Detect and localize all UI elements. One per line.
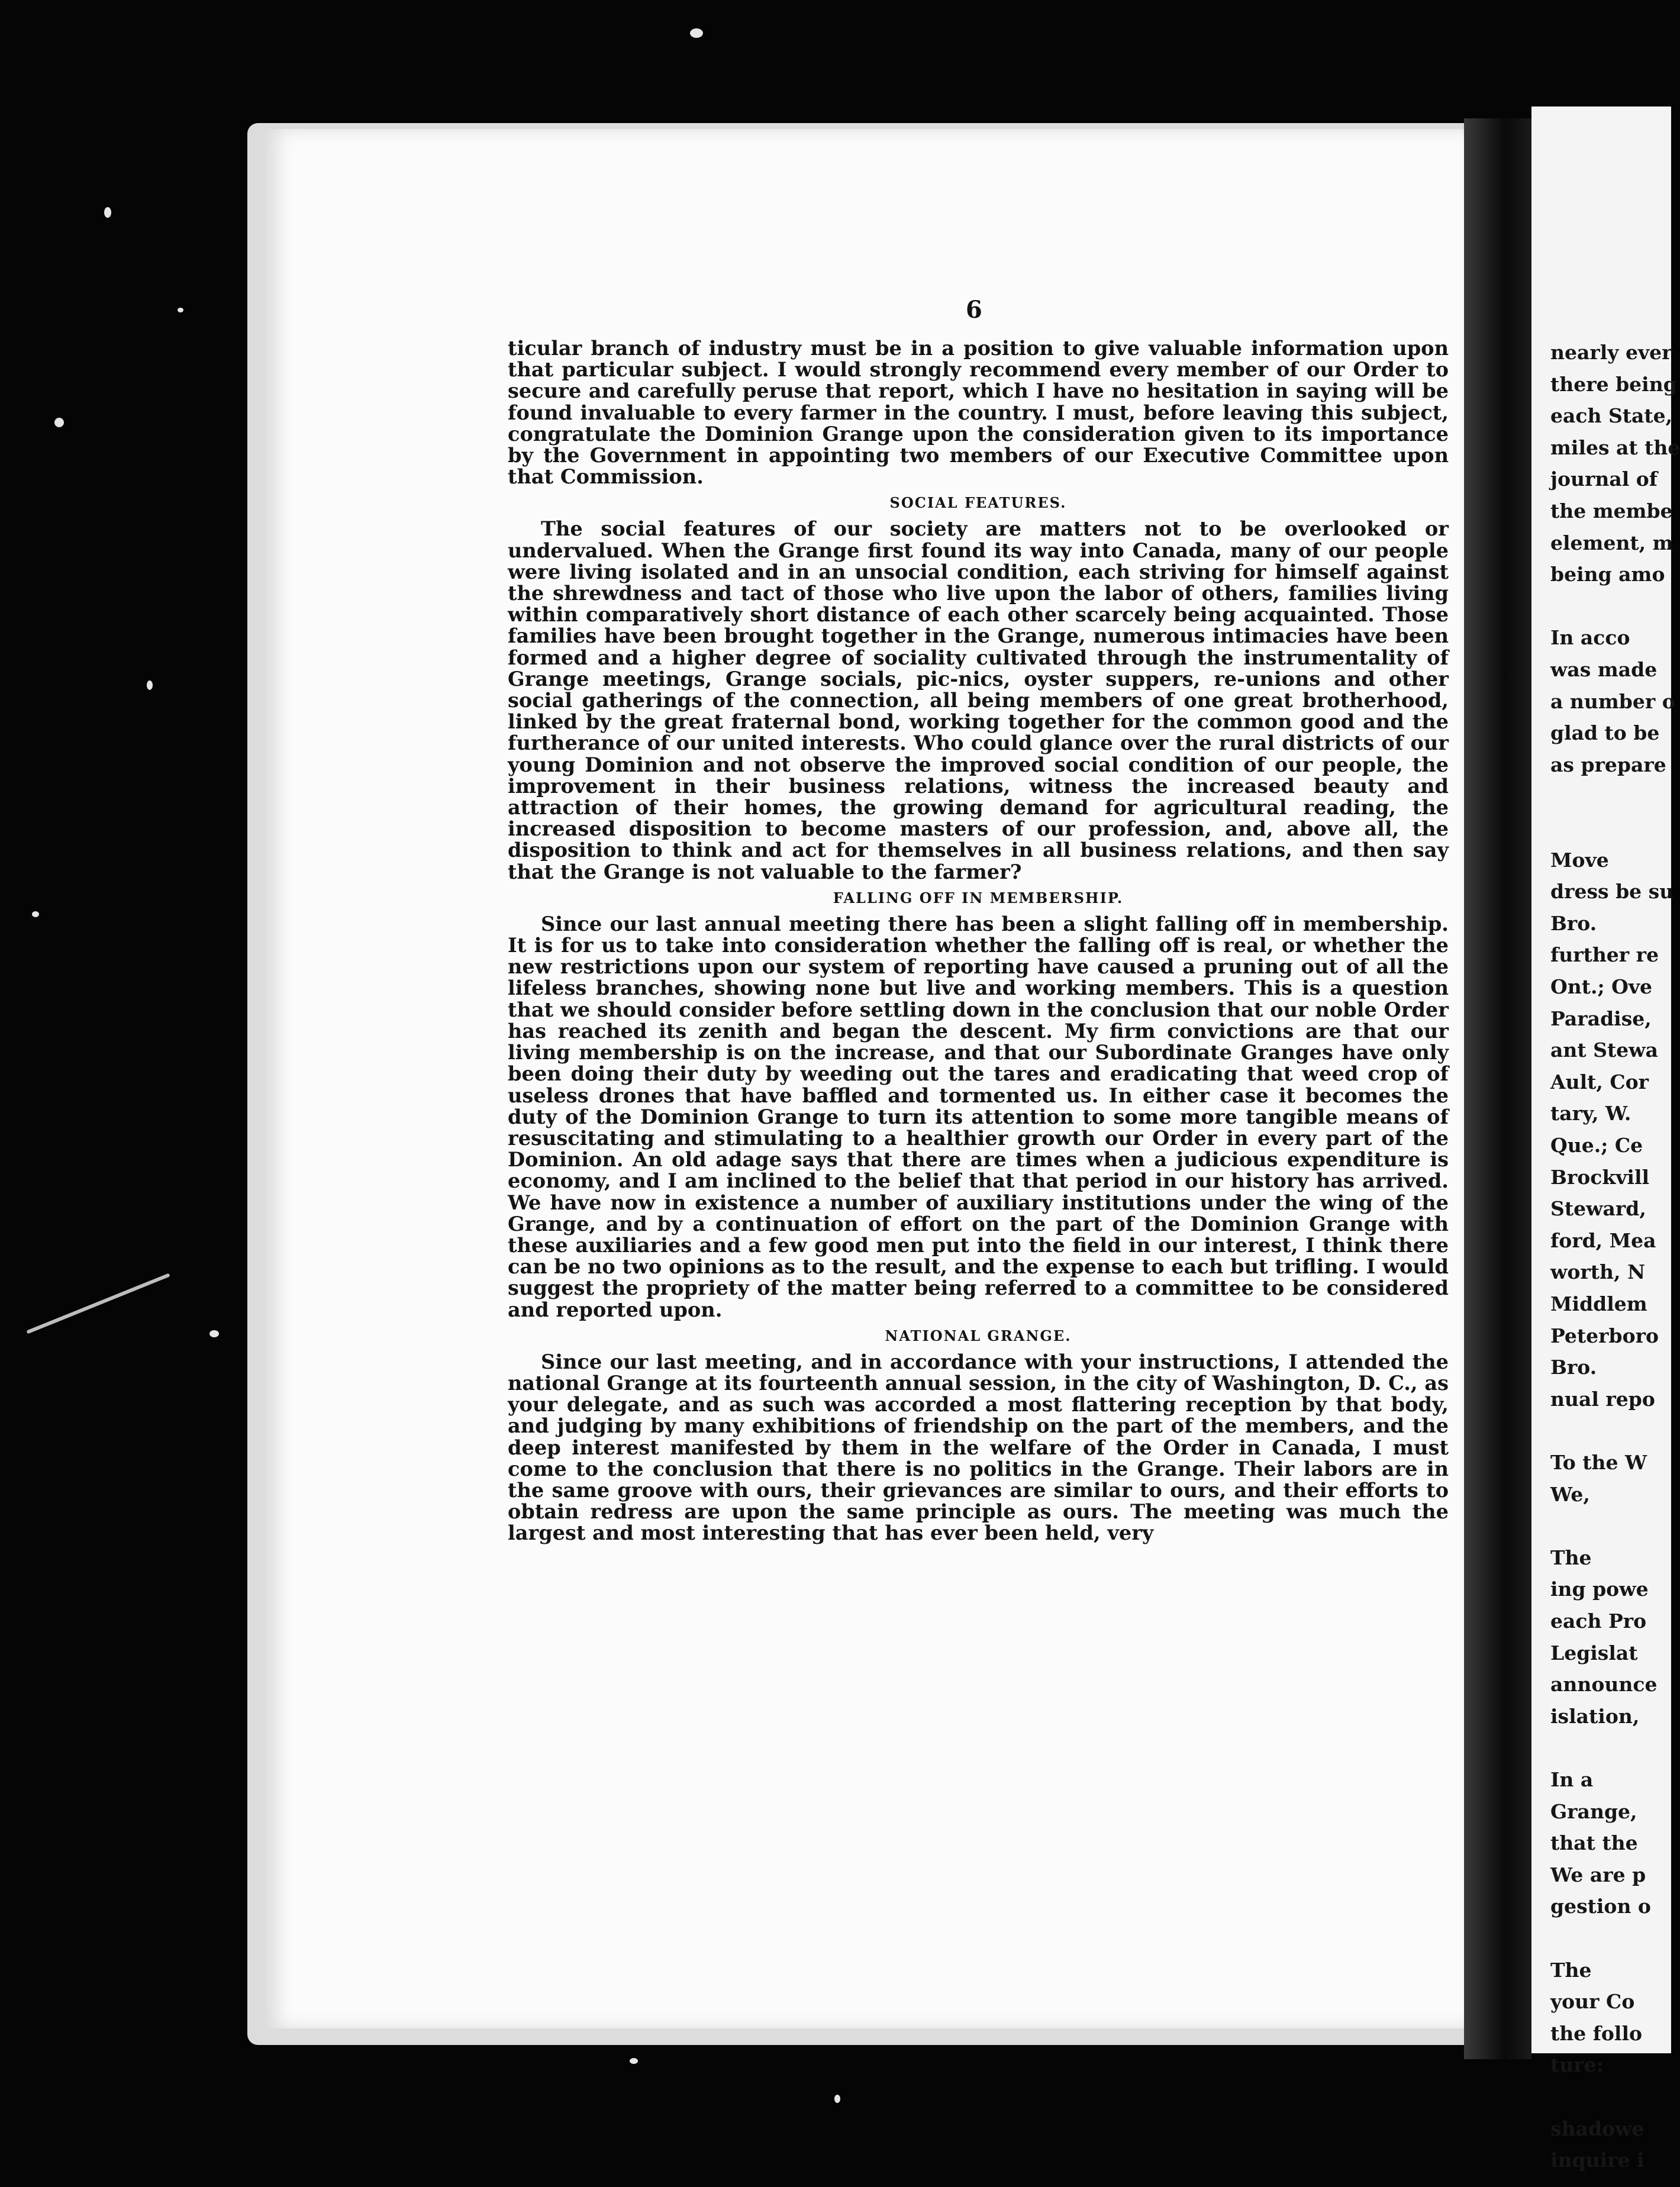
adjacent-page-line: Ault, Cor — [1550, 1070, 1649, 1094]
adjacent-page-line: being amo — [1550, 563, 1665, 586]
adjacent-page-line: was made — [1550, 658, 1658, 681]
adjacent-page-line: the follo — [1550, 2021, 1643, 2045]
adjacent-page-line: In a — [1550, 1768, 1594, 1791]
adjacent-page-line: Brockvill — [1550, 1165, 1650, 1189]
adjacent-page-line: your Co — [1550, 1990, 1635, 2014]
adjacent-page-line: ford, Mea — [1550, 1228, 1656, 1252]
adjacent-page-line: a number o — [1550, 689, 1675, 713]
adjacent-page-line: We, — [1550, 1482, 1590, 1506]
dust-speck — [834, 2095, 840, 2103]
adjacent-page-line: announce — [1550, 1673, 1658, 1696]
book-gutter — [1464, 118, 1531, 2059]
adjacent-page-line: ing powe — [1550, 1578, 1649, 1601]
adjacent-page-line: Bro. — [1550, 911, 1597, 935]
adjacent-page-line: shadowe — [1550, 2117, 1644, 2140]
adjacent-page-line: glad to be — [1550, 721, 1660, 745]
adjacent-page-line: Bro. — [1550, 1356, 1597, 1379]
dust-speck — [209, 1330, 219, 1337]
dust-speck — [26, 1273, 170, 1334]
dust-speck — [32, 911, 39, 917]
adjacent-page-line: that the — [1550, 1831, 1638, 1855]
adjacent-page-line: the membe — [1550, 499, 1673, 522]
dust-speck — [178, 308, 183, 312]
adjacent-page-line: gestion o — [1550, 1895, 1651, 1918]
adjacent-page-line: The — [1550, 1958, 1592, 1982]
adjacent-page-line: miles at the — [1550, 436, 1680, 459]
adjacent-page-line: there being — [1550, 372, 1677, 396]
adjacent-page-line: nearly ever — [1550, 341, 1672, 364]
adjacent-page-line: Que.; Ce — [1550, 1134, 1643, 1157]
adjacent-page-line: Steward, — [1550, 1197, 1646, 1221]
adjacent-page — [1531, 107, 1680, 2172]
adjacent-page-line: journal of — [1550, 467, 1658, 491]
adjacent-page-line: Move — [1550, 848, 1609, 872]
adjacent-page-line: Paradise, — [1550, 1007, 1652, 1030]
adjacent-page-line: ture: — [1550, 2053, 1604, 2077]
adjacent-page-line: each Pro — [1550, 1609, 1647, 1633]
adjacent-page-line: further re — [1550, 943, 1659, 967]
adjacent-page-line: We are p — [1550, 1863, 1646, 1886]
section-heading: SOCIAL FEATURES. — [889, 494, 1067, 512]
adjacent-page-line: islation, — [1550, 1704, 1640, 1728]
section-heading: NATIONAL GRANGE. — [885, 1327, 1072, 1344]
adjacent-page-line: tary, W. — [1550, 1102, 1631, 1125]
dust-speck — [630, 2058, 638, 2064]
page-number: 6 — [966, 296, 982, 324]
adjacent-page-line: element, m — [1550, 531, 1673, 554]
adjacent-page-line: Ont.; Ove — [1550, 975, 1653, 998]
body-paragraph: Since our last annual meeting there has been a slight falling off in membership. It is for us to take into consideration whether the falling off is real, or whether the new restrictions upon our system of reporting have caused a pruning out of all the lifeless branches, showing none but live and working members. This is a question that we should consider before settling down in the conclusion that our noble Order has reached its zenith and began the descent. My firm convictions are that our living membership is on the increase, and that our Subordinate Granges have only been doing their duty by weeding out the tares and eradicating that weed crop of useless drones that have baffled and tormented us. In either case it becomes the duty of the Dominion Grange to turn its attention to some more tangible means of resuscitating and stimulating to a healthier growth our Order in every part of the Dominion. An old adage says that there are times when a judicious expenditure is economy, and I am inclined to the belief that that period in our history has arrived. We have now in existence a number of auxiliary institutions under the wing of the Grange, and by a continuation of effort on the part of the Dominion Grange with these auxiliaries and a few good men put into the field in our interest, I think there can be no two opinions as to the result, and the expense to each but trifling. I would suggest the propriety of the matter being referred to a committee to be considered and reported upon. — [508, 911, 1449, 1321]
adjacent-page-line: inquire i — [1550, 2149, 1644, 2172]
adjacent-page-line: To the W — [1550, 1451, 1647, 1474]
body-paragraph: The social features of our society are matters not to be overlooked or undervalued. When the Grange first found its way into Canada, many of our people were living isolated and in an unsocial condition, each striving for himself against the shrewdness and tact of those who live upon the labor of others, families living within comparatively short distance of each other scarcely being acquainted. Those families have been brought together in the Grange, numerous intimacies have been formed and a higher degree of sociality cultivated through the instrumentality of Grange meetings, Grange socials, pic-nics, oyster suppers, re-unions and other social gatherings of the connection, all being members of one great brotherhood, linked by the great fraternal bond, working together for the common good and the furtherance of our united interests. Who could glance over the rural districts of our young Dominion and not observe the improved social condition of our people, the improvement in their business relations, witness the increased beauty and attraction of their homes, the growing demand for agricultural reading, the increased disposition to become masters of our profession, and, above all, the disposition to think and act for themselves in all business relations, and then say that the Grange is not valuable to the farmer? — [508, 517, 1449, 883]
adjacent-page-line: worth, N — [1550, 1260, 1646, 1284]
dust-speck — [54, 418, 64, 427]
adjacent-page-line: dress be su — [1550, 880, 1674, 904]
dust-speck — [104, 207, 111, 218]
section-heading: FALLING OFF IN MEMBERSHIP. — [833, 889, 1124, 907]
adjacent-page-line: nual repo — [1550, 1387, 1655, 1411]
body-paragraph: ticular branch of industry must be in a position to give valuable information upon that particular subject. I would strongly recommend every member of our Order to secure and carefully peruse that report, which I have no hesitation in saying will be found invaluable to every farmer in the country. I must, before leaving this subject, congratulate the Dominion Grange upon the consideration given to its importance by the Government in appointing two members of our Executive Committee upon that Commission. — [508, 336, 1449, 489]
adjacent-page-line: Middlem — [1550, 1292, 1647, 1315]
page-body — [508, 337, 1449, 1544]
dust-speck — [147, 680, 153, 690]
adjacent-page-line: Peterboro — [1550, 1324, 1659, 1347]
adjacent-page-line: each State, — [1550, 404, 1673, 428]
dust-speck — [690, 28, 703, 38]
adjacent-page-line: as prepare — [1550, 753, 1666, 776]
adjacent-page-line: ant Stewa — [1550, 1038, 1658, 1062]
adjacent-page-line: Legislat — [1550, 1641, 1638, 1665]
adjacent-page-line: Grange, — [1550, 1799, 1637, 1823]
adjacent-page-line: In acco — [1550, 626, 1630, 650]
body-paragraph: Since our last meeting, and in accordance with your instructions, I attended the national Grange at its fourteenth annual session, in the city of Washington, D. C., as your delegate, and as such was accorded a most flattering reception by that body, and judging by many exhibitions of friendship on the part of the members, and the deep interest manifested by them in the welfare of the Order in Canada, I must come to the conclusion that there is no politics in the Grange. Their labors are in the same groove with ours, their grievances are similar to ours, and their efforts to obtain redress are upon the same principle as ours. The meeting was much the largest and most interesting that has ever been held, very — [508, 1349, 1449, 1545]
adjacent-page-line: The — [1550, 1546, 1592, 1569]
